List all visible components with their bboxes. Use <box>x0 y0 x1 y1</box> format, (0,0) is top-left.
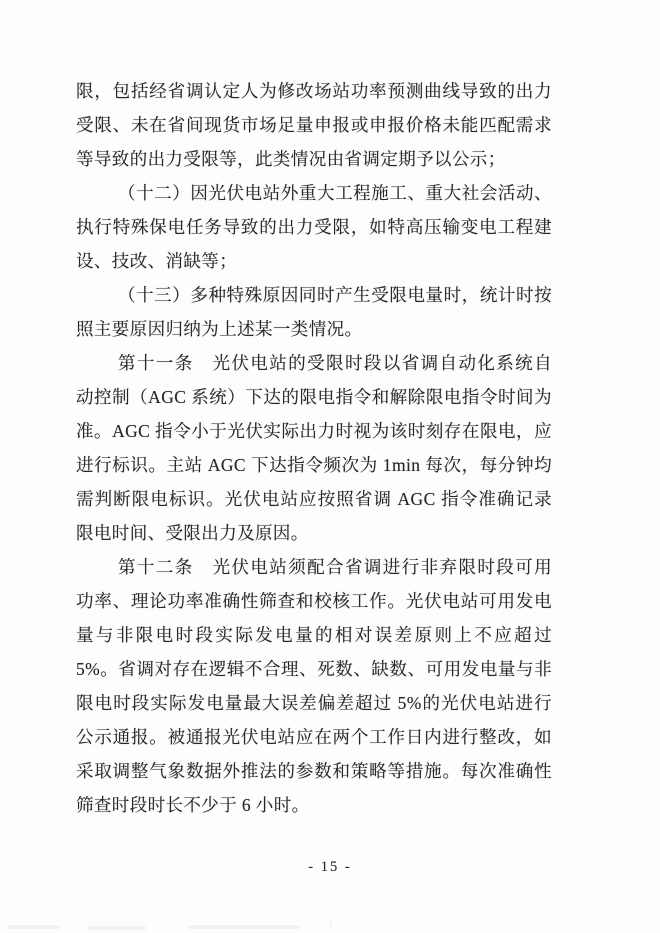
paragraph-article-11 <box>76 346 552 550</box>
scan-artifact <box>88 926 146 930</box>
text-line: 准。AGC 指令小于光伏实际出力时视为该时刻存在限电，应 <box>76 421 552 441</box>
text-line: 筛查时段时长不少于 6 小时。 <box>76 795 310 815</box>
text-line: 第十二条 光伏电站须配合省调进行非弃限时段可用 <box>118 557 552 577</box>
text-line: 需判断限电标识。光伏电站应按照省调 AGC 指令准确记录 <box>76 489 552 509</box>
page-number: - 15 - <box>308 859 352 875</box>
text-line: 采取调整气象数据外推法的参数和策略等措施。每次准确性 <box>76 761 552 781</box>
page-footer <box>0 858 660 876</box>
scan-artifact <box>330 918 332 928</box>
text-line: 执行特殊保电任务导致的出力受限，如特高压输变电工程建 <box>76 217 552 237</box>
paragraph-item-12 <box>76 176 552 278</box>
text-line: 设、技改、消缺等； <box>76 251 238 271</box>
text-line: 第十一条 光伏电站的受限时段以省调自动化系统自 <box>118 353 552 373</box>
paragraph-item-13 <box>76 278 552 346</box>
scan-artifact <box>188 925 300 929</box>
text-line: （十二）因光伏电站外重大工程施工、重大社会活动、 <box>118 183 552 203</box>
scan-artifact <box>8 925 60 929</box>
text-line: （十三）多种特殊原因同时产生受限电量时，统计时按 <box>118 285 552 305</box>
text-line: 受限、未在省间现货市场足量申报或申报价格未能匹配需求 <box>76 115 552 135</box>
text-line: 等导致的出力受限等，此类情况由省调定期予以公示； <box>76 149 506 169</box>
text-line: 进行标识。主站 AGC 下达指令频次为 1min 每次，每分钟均 <box>76 455 552 475</box>
text-line: 照主要原因归纳为上述某一类情况。 <box>76 319 363 339</box>
text-line: 功率、理论功率准确性筛查和校核工作。光伏电站可用发电 <box>76 591 552 611</box>
text-line: 限电时段实际发电量最大误差偏差超过 5%的光伏电站进行 <box>76 693 552 713</box>
document-body <box>76 74 552 822</box>
text-line: 限电时间、受限出力及原因。 <box>76 523 309 543</box>
text-line: 公示通报。被通报光伏电站应在两个工作日内进行整改，如 <box>76 727 552 747</box>
text-line: 5%。省调对存在逻辑不合理、死数、缺数、可用发电量与非 <box>76 659 552 679</box>
paragraph-continuation <box>76 74 552 176</box>
text-line: 量与非限电时段实际发电量的相对误差原则上不应超过 <box>76 625 552 645</box>
text-line: 动控制（AGC 系统）下达的限电指令和解除限电指令时间为 <box>76 387 552 407</box>
paragraph-article-12 <box>76 550 552 822</box>
text-line: 限，包括经省调认定人为修改场站功率预测曲线导致的出力 <box>76 81 552 101</box>
